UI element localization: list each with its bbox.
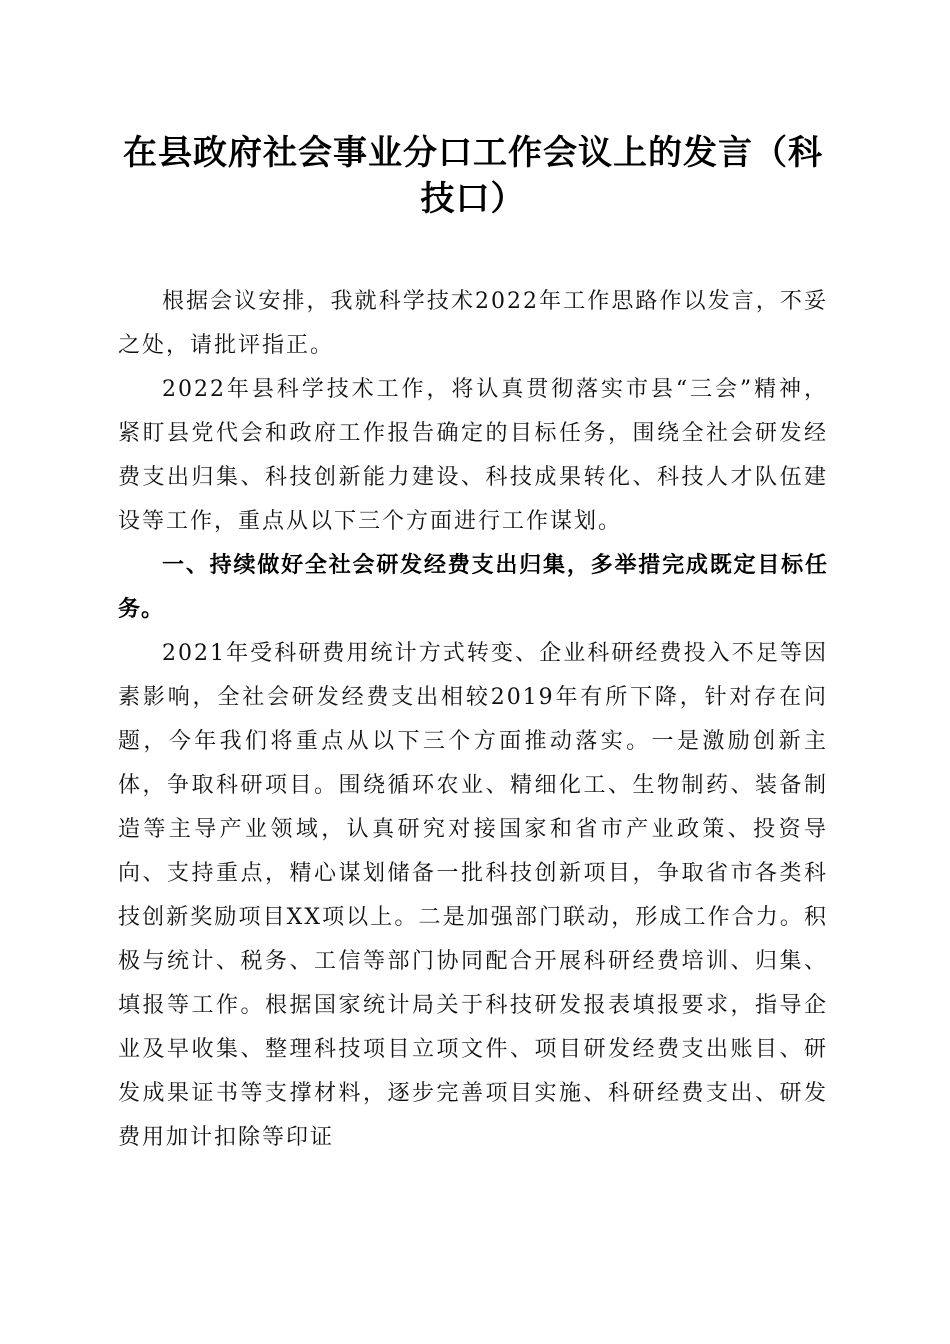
- document-page: [118, 130, 828, 1160]
- paragraph-intro: 根据会议安排，我就科学技术2022年工作思路作以发言，不妥之处，请批评指正。: [118, 289, 828, 358]
- document-body: [118, 280, 828, 1160]
- paragraph-section-1-body: 2021年受科研费用统计方式转变、企业科研经费投入不足等因素影响，全社会研发经费支出相较2019年有所下降，针对存在问题，今年我们将重点从以下三个方面推动落实。一是激励创新主体，争取科研项目。围绕循环农业、精细化工、生物制药、装备制造等主导产业领域，认真研究对接国家和省市产业政策、投资导向、支持重点，精心谋划储备一批科技创新项目，争取省市各类科技创新奖励项目XX项以上。二是加强部门联动，形成工作合力。积极与统计、税务、工信等部门协同配合开展科研经费培训、归集、填报等工作。根据国家统计局关于科技研发报表填报要求，指导企业及早收集、整理科技项目立项文件、项目研发经费支出账目、研发成果证书等支撑材料，逐步完善项目实施、科研经费支出、研发费用加计扣除等印证: [118, 641, 828, 1150]
- paragraph-overview: 2022年县科学技术工作，将认真贯彻落实市县“三会”精神，紧盯县党代会和政府工作报告确定的目标任务，围绕全社会研发经费支出归集、科技创新能力建设、科技成果转化、科技人才队伍建设等工作，重点从以下三个方面进行工作谋划。: [118, 377, 828, 534]
- section-heading-1: 一、持续做好全社会研发经费支出归集，多举措完成既定目标任务。: [118, 553, 828, 622]
- document-title: 在县政府社会事业分口工作会议上的发言（科技口）: [123, 133, 823, 219]
